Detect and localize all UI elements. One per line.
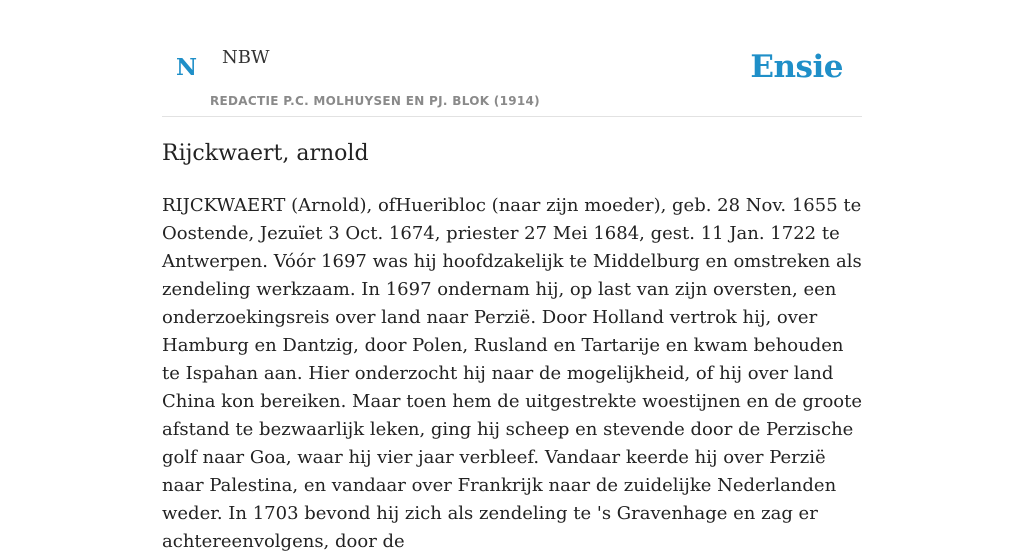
source-subtitle: REDACTIE P.C. MOLHUYSEN EN PJ. BLOK (1914) <box>210 94 540 108</box>
article-title: Rijckwaert, arnold <box>162 141 369 166</box>
brand-logo[interactable]: Ensie <box>750 49 843 85</box>
article-body: RIJCKWAERT (Arnold), ofHueribloc (naar zijn moeder), geb. 28 Nov. 1655 te Oostende, Jezuïet 3 Oct. 1674, priester 27 Mei 1684, gest. 11 Jan. 1722 te Antwerpen. Vóór 1697 was hij hoofdzakelijk te Middelburg en omstreken als zendeling werkzaam. In 1697 ondernam hij, op last van zijn oversten, een onderzoekingsreis over land naar Perzië. Door Holland vertrok hij, over Hamburg en Dantzig, door Polen, Rusland en Tartarije en kwam behouden te Ispahan aan. Hier onderzocht hij naar de mogelijkheid, of hij over land China kon bereiken. Maar toen hem de uitgestrekte woestijnen en de groote afstand te bezwaarlijk leken, ging hij scheep en stevende door de Perzische golf naar Goa, waar hij vier jaar verbleef. Vandaar keerde hij over Perzië naar Palestina, en vandaar over Frankrijk naar de zuidelijke Nederlanden weder. In 1703 bevond hij zich als zendeling te 's Gravenhage en zag er achtereenvolgens, door de <box>162 195 863 552</box>
source-name[interactable]: NBW <box>222 47 270 68</box>
site-header <box>162 0 862 117</box>
source-logo[interactable]: N <box>176 54 198 81</box>
